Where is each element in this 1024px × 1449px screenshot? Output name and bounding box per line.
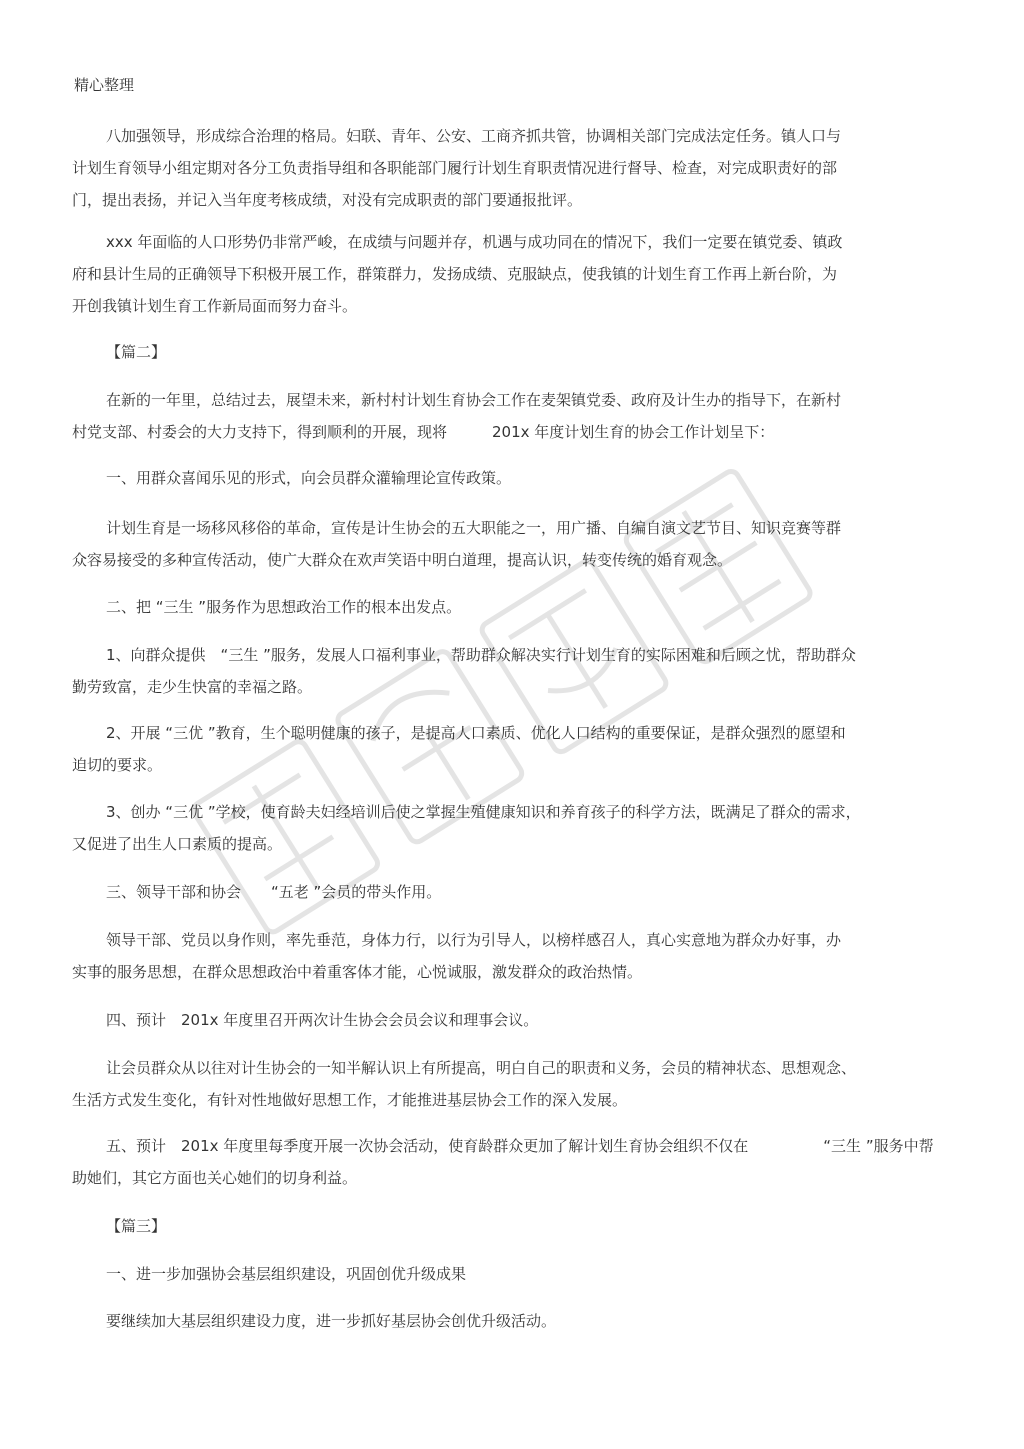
text-line: 要继续加大基层组织建设力度，进一步抓好基层协会创优升级活动。	[106, 1312, 557, 1330]
paragraph-1	[72, 120, 896, 216]
text-line: 计划生育是一场移风移俗的革命，宣传是计生协会的五大职能之一，用广播、自编自演文艺节目、知识竞赛等群	[106, 519, 842, 537]
text-line: 开创我镇计划生育工作新局面而努力奋斗。	[72, 297, 358, 315]
item-heading-3	[72, 876, 896, 908]
text-line: 又促进了出生人口素质的提高。	[72, 835, 283, 853]
text-line: 门，提出表扬，并记入当年度考核成绩，对没有完成职责的部门要通报批评。	[72, 191, 583, 209]
text-line: 勤劳致富，走少生快富的幸福之路。	[72, 678, 313, 696]
text-line: 五、预计 201x 年度里每季度开展一次协会活动，使育龄群众更加了解计划生育协会组织不仅在 “三生 ”服务中帮	[106, 1137, 934, 1155]
paragraph-8	[72, 924, 896, 988]
text-line: 二、把 “三生 ”服务作为思想政治工作的根本出发点。	[106, 598, 462, 616]
item-heading-2	[72, 591, 896, 623]
text-line: 在新的一年里，总结过去，展望未来，新村村计划生育协会工作在麦架镇党委、政府及计生办的指导下，在新村	[106, 391, 842, 409]
section-heading-3	[72, 1210, 896, 1242]
text-line: 实事的服务思想，在群众思想政治中着重客体才能，心悦诚服，激发群众的政治热情。	[72, 963, 643, 981]
item-heading-1	[72, 462, 896, 494]
text-line: 一、进一步加强协会基层组织建设，巩固创优升级成果	[106, 1265, 467, 1283]
page-header: 精心整理	[74, 76, 135, 94]
text-line: 一、用群众喜闻乐见的形式，向会员群众灌输理论宣传政策。	[106, 469, 512, 487]
text-line: 让会员群众从以往对计生协会的一知半解认识上有所提高，明白自己的职责和义务，会员的精神状态、思想观念、	[106, 1059, 857, 1077]
paragraph-4	[72, 512, 896, 576]
section-title: 【篇二】	[106, 343, 167, 361]
paragraph-9	[72, 1052, 896, 1116]
text-line: xxx 年面临的人口形势仍非常严峻，在成绩与问题并存，机遇与成功同在的情况下，我们一定要在镇党委、镇政	[106, 233, 843, 251]
text-line: 2、开展 “三优 ”教育，生个聪明健康的孩子，是提高人口素质、优化人口结构的重要保证，是群众强烈的愿望和	[106, 724, 846, 742]
paragraph-7	[72, 796, 896, 860]
text-line: 生活方式发生变化，有针对性地做好思想工作，才能推进基层协会工作的深入发展。	[72, 1091, 628, 1109]
text-line: 领导干部、党员以身作则，率先垂范，身体力行，以行为引导人，以榜样感召人，真心实意地为群众办好事，办	[106, 931, 842, 949]
text-line: 1、向群众提供 “三生 ”服务，发展人口福利事业，帮助群众解决实行计划生育的实际困难和后顾之忧，帮助群众	[106, 646, 856, 664]
text-line: 三、领导干部和协会 “五老 ”会员的带头作用。	[106, 883, 442, 901]
paragraph-10	[72, 1130, 934, 1194]
paragraph-11	[72, 1305, 896, 1337]
item-heading-4	[72, 1004, 896, 1036]
paragraph-6	[72, 717, 896, 781]
text-line: 3、创办 “三优 ”学校，使育龄夫妇经培训后使之掌握生殖健康知识和养育孩子的科学方法，既满足了群众的需求，	[106, 803, 861, 821]
text-line: 迫切的要求。	[72, 756, 163, 774]
section-title: 【篇三】	[106, 1217, 167, 1235]
paragraph-2	[72, 226, 896, 322]
text-line: 府和县计生局的正确领导下积极开展工作，群策群力，发扬成绩、克服缺点，使我镇的计划生育工作再上新台阶，为	[72, 265, 838, 283]
text-line: 村党支部、村委会的大力支持下，得到顺利的开展，现将 201x 年度计划生育的协会工作计划呈下：	[72, 423, 775, 441]
paragraph-5	[72, 639, 896, 703]
text-line: 众容易接受的多种宣传活动，使广大群众在欢声笑语中明白道理，提高认识，转变传统的婚育观念。	[72, 551, 733, 569]
text-line: 八加强领导，形成综合治理的格局。妇联、青年、公安、工商齐抓共管，协调相关部门完成法定任务。镇人口与	[106, 127, 842, 145]
text-line: 计划生育领导小组定期对各分工负责指导组和各职能部门履行计划生育职责情况进行督导、检查，对完成职责好的部	[72, 159, 838, 177]
text-line: 助她们，其它方面也关心她们的切身利益。	[72, 1169, 358, 1187]
paragraph-3	[72, 384, 896, 448]
section-heading-2	[72, 336, 896, 368]
text-line: 四、预计 201x 年度里召开两次计生协会会员会议和理事会议。	[106, 1011, 539, 1029]
item-heading-5	[72, 1258, 896, 1290]
